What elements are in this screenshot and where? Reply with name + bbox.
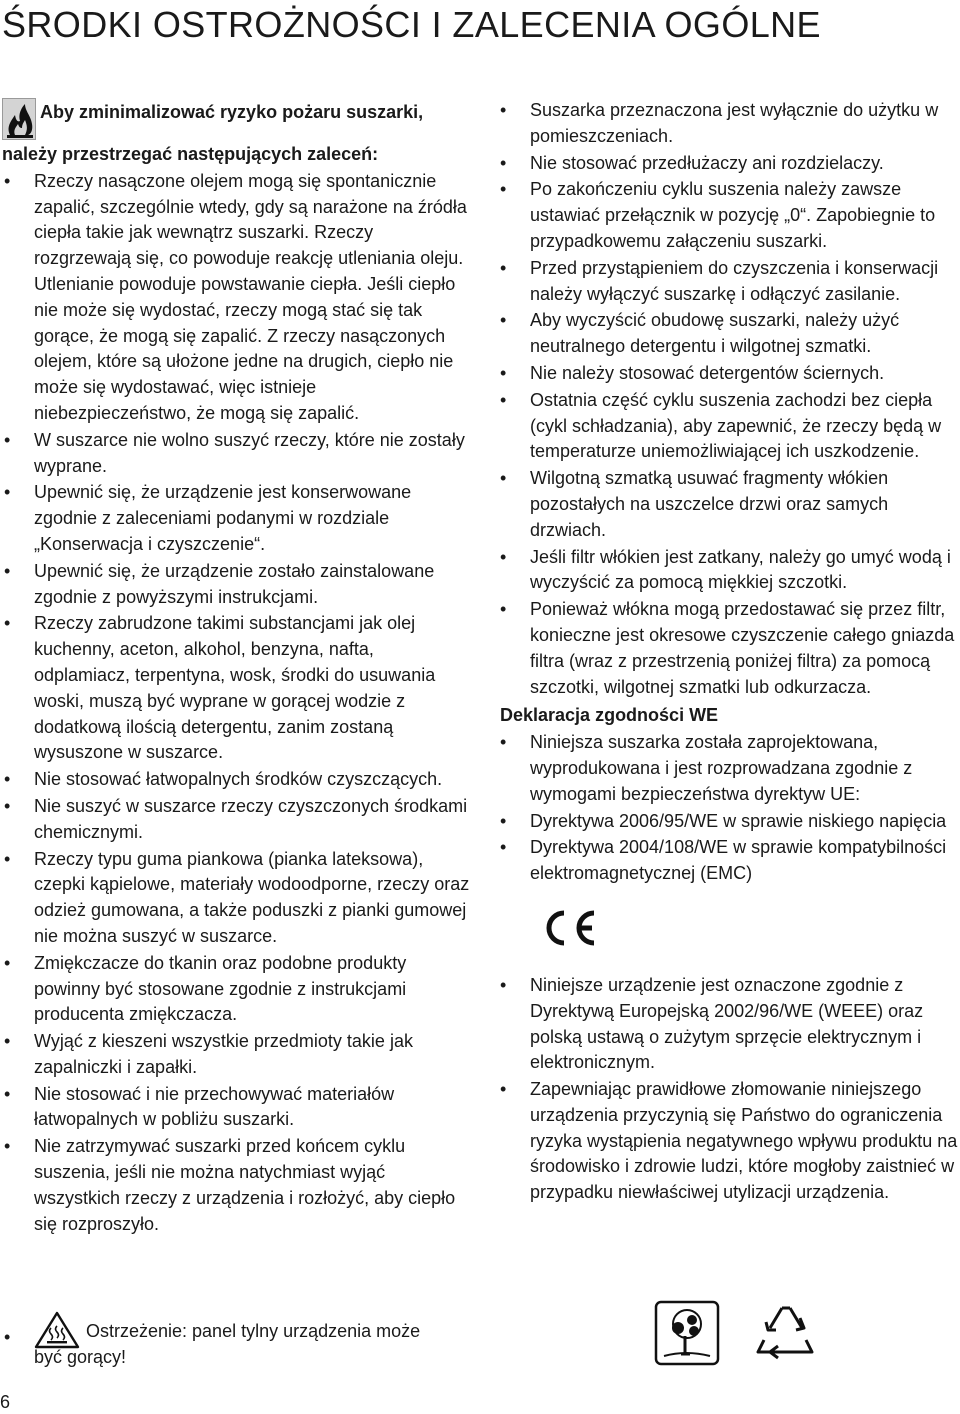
usage-safety-list bbox=[498, 98, 958, 700]
bullet: • bbox=[4, 1327, 11, 1347]
list-item: • Nie zatrzymywać suszarki przed końcem cyklu suszenia, jeśli nie można natychmiast wyjąć wszystkich rzeczy z urządzenia i rozłożyć, aby ciepło się rozproszyło. bbox=[2, 1134, 472, 1237]
page-title: ŚRODKI OSTROŻNOŚCI I ZALECENIA OGÓLNE bbox=[2, 4, 821, 45]
list-item: • Niniejsza suszarka została zaprojektowana, wyprodukowana i jest rozprowadzana zgodnie z wymogami bezpieczeństwa dyrektyw UE: bbox=[498, 730, 958, 807]
list-item: • Nie stosować przedłużaczy ani rozdzielaczy. bbox=[498, 151, 958, 177]
list-item: • Wilgotną szmatką usuwać fragmenty włókien pozostałych na uszczelce drzwi oraz samych drzwiach. bbox=[498, 466, 958, 543]
fire-warning-line2: należy przestrzegać następujących zaleceń: bbox=[2, 144, 379, 164]
list-item: • Rzeczy typu guma piankowa (pianka lateksowa), czepki kąpielowe, materiały wodoodporne, rzeczy oraz odzież gumowana, a także poduszki z pianki gumowej nie można suszyć w suszarce. bbox=[2, 847, 472, 950]
fire-warning-intro bbox=[2, 100, 472, 168]
ce-mark-icon bbox=[538, 907, 598, 949]
list-item: • Wyjąć z kieszeni wszystkie przedmioty takie jak zapalniczki i zapałki. bbox=[2, 1029, 472, 1081]
list-item: • Aby wyczyścić obudowę suszarki, należy użyć neutralnego detergentu i wilgotnej szmatki. bbox=[498, 308, 958, 360]
hot-warning-line1: Ostrzeżenie: panel tylny urządzenia może bbox=[86, 1321, 421, 1341]
right-column bbox=[498, 97, 958, 1206]
list-item: • Ostatnia część cyklu suszenia zachodzi bez ciepła (cykl schładzania), aby zapewnić, że rzeczy będą w temperaturze uniemożliwiającej ich uszkodzenie. bbox=[498, 388, 958, 465]
list-item: • Dyrektywa 2006/95/WE w sprawie niskiego napięcia bbox=[498, 809, 958, 835]
weee-list bbox=[498, 973, 958, 1206]
list-item: • Nie suszyć w suszarce rzeczy czyszczonych środkami chemicznymi. bbox=[2, 794, 472, 846]
list-item: • Rzeczy zabrudzone takimi substancjami jak olej kuchenny, aceton, alkohol, benzyna, nafta, odplamiacz, terpentyna, wosk, środki do usuwania woski, muszą być wyprane w gorącej wodzie z dodatkową ilością detergentu, zanim zostaną wysuszone w suszarce. bbox=[2, 611, 472, 766]
list-item: • Nie stosować i nie przechowywać materiałów łatwopalnych w pobliżu suszarki. bbox=[2, 1082, 472, 1134]
list-item: • W suszarce nie wolno suszyć rzeczy, które nie zostały wyprane. bbox=[2, 428, 472, 480]
list-item: • Nie stosować łatwopalnych środków czyszczących. bbox=[2, 767, 472, 793]
fire-safety-list bbox=[2, 169, 472, 1238]
list-item: • Po zakończeniu cyklu suszenia należy zawsze ustawiać przełącznik w pozycję „0“. Zapobiegnie to przypadkowemu załączeniu suszarki. bbox=[498, 177, 958, 254]
list-item: • Zmiękczacze do tkanin oraz podobne produkty powinny być stosowane zgodnie z instrukcjami producenta zmiękczacza. bbox=[2, 951, 472, 1028]
list-item: • Upewnić się, że urządzenie zostało zainstalowane zgodnie z powyższymi instrukcjami. bbox=[2, 559, 472, 611]
list-item: • Nie należy stosować detergentów ściernych. bbox=[498, 361, 958, 387]
fire-warning-icon bbox=[2, 98, 36, 140]
recycling-icons bbox=[654, 1300, 830, 1366]
declaration-heading: Deklaracja zgodności WE bbox=[500, 705, 719, 726]
list-item: • Przed przystąpieniem do czyszczenia i konserwacji należy wyłączyć suszarkę i odłączyć zasilanie. bbox=[498, 256, 958, 308]
list-item: • Suszarka przeznaczona jest wyłącznie do użytku w pomieszczeniach. bbox=[498, 98, 958, 150]
list-item: • Upewnić się, że urządzenie jest konserwowane zgodnie z zaleceniami podanymi w rozdziale „Konserwacja i czyszczenie“. bbox=[2, 480, 472, 557]
recycling-tree-icon bbox=[656, 1302, 718, 1364]
list-item: • Ponieważ włókna mogą przedostawać się przez filtr, konieczne jest okresowe czyszczenie całego gniazda filtra (wraz z przestrzenią poniżej filtra) za pomocą szczotki, wilgotnej szmatki lub odkurzacza. bbox=[498, 597, 958, 700]
hot-surface-warning-icon bbox=[34, 1310, 80, 1350]
list-item: • Zapewniając prawidłowe złomowanie niniejszego urządzenia przyczynią się Państwo do ograniczenia ryzyka wystąpienia negatywnego wpływu produktu na środowisko i zdrowie ludzi, które mogłoby zaistnieć w przypadku niewłaściwej utylizacji urządzenia. bbox=[498, 1077, 958, 1206]
fire-warning-line1: Aby zminimalizować ryzyko pożaru suszarki, bbox=[40, 102, 424, 122]
list-item: • Jeśli filtr włókien jest zatkany, należy go umyć wodą i wyczyścić za pomocą miękkiej szczotki. bbox=[498, 545, 958, 597]
list-item: • Niniejsze urządzenie jest oznaczone zgodnie z Dyrektywą Europejską 2002/96/WE (WEEE) oraz polską ustawą o zużytym sprzęcie elektrycznym i elektronicznym. bbox=[498, 973, 958, 1076]
page-number: 6 bbox=[0, 1392, 11, 1412]
list-item: • Rzeczy nasączone olejem mogą się spontanicznie zapalić, szczególnie wtedy, gdy są narażone na źródła ciepła takie jak wewnątrz suszarki. Rzeczy rozgrzewają się, co powoduje reakcję utleniania oleju. Utlenianie powoduje powstawanie ciepła. Jeśli ciepło nie może się wydostać, rzeczy mogą stać się tak gorące, że mogą się zapalić. Z rzeczy nasączonych olejem, które są ułożone jedne na drugich, ciepło nie może się wydostawać, więc istnieje niebezpieczeństwo, że mogą się zapalić. bbox=[2, 169, 472, 427]
hot-surface-warning bbox=[2, 1318, 472, 1370]
hot-warning-line2: być gorący! bbox=[34, 1347, 127, 1367]
recycle-arrows-icon bbox=[758, 1308, 812, 1358]
left-column bbox=[2, 100, 472, 1237]
declaration-list bbox=[498, 730, 958, 887]
list-item: • Dyrektywa 2004/108/WE w sprawie kompatybilności elektromagnetycznej (EMC) bbox=[498, 835, 958, 887]
